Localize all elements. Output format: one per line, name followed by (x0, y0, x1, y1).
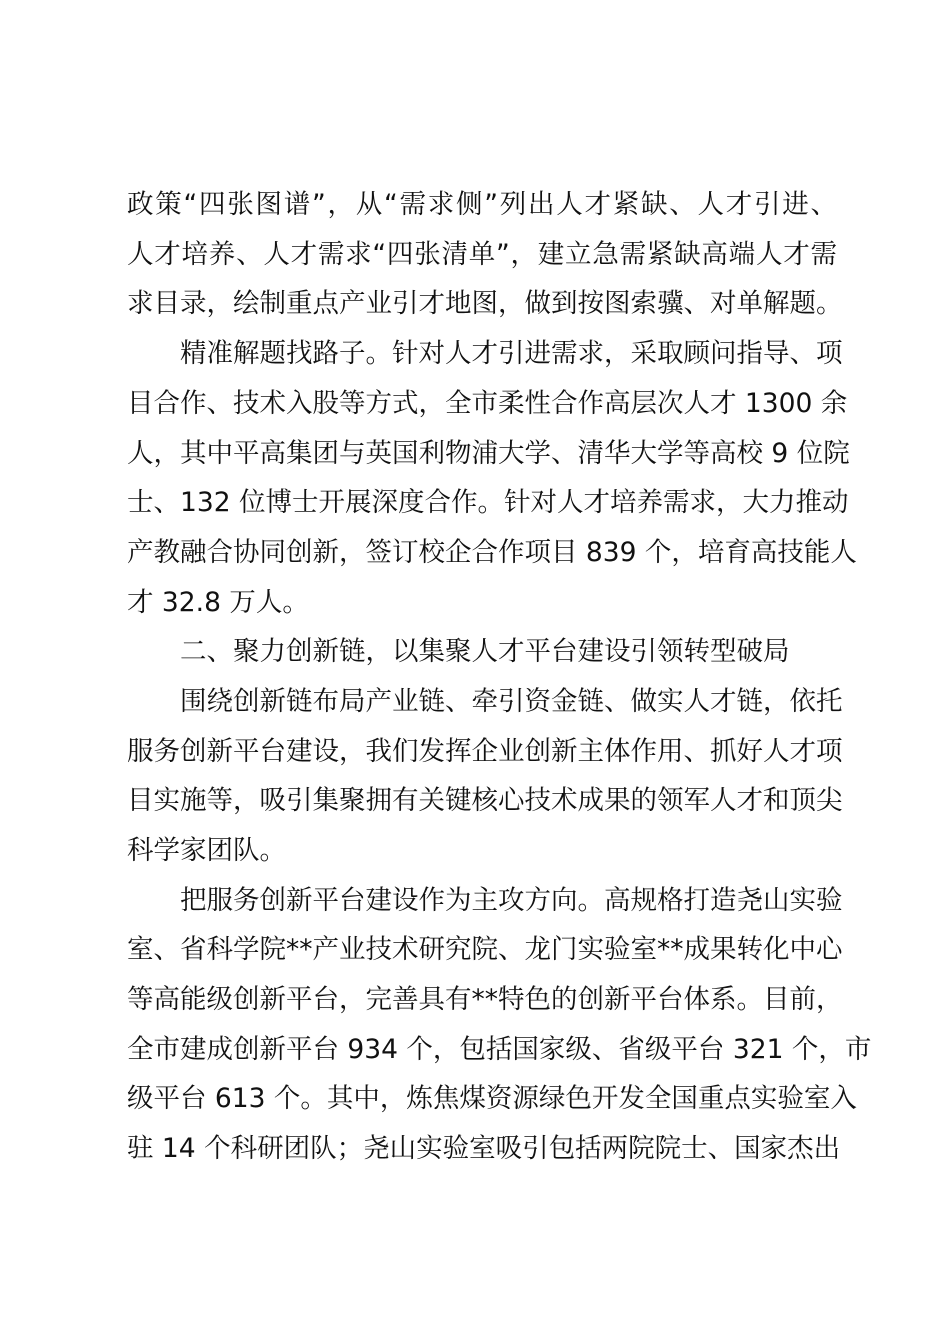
text-line: 求目录，绘制重点产业引才地图，做到按图索骥、对单解题。 (127, 288, 843, 319)
text-line: 室、省科学院**产业技术研究院、龙门实验室**成果转化中心 (127, 934, 843, 965)
text-line: 政策“四张图谱”，从“需求侧”列出人才紧缺、人才引进、 (127, 189, 837, 220)
text-line: 服务创新平台建设，我们发挥企业创新主体作用、抓好人才项 (127, 736, 843, 767)
paragraph-start-line: 围绕创新链布局产业链、牵引资金链、做实人才链，依托 (180, 686, 843, 717)
text-line: 产教融合协同创新，签订校企合作项目 839 个，培育高技能人 (127, 537, 857, 568)
text-line: 人才培养、人才需求“四张清单”，建立急需紧缺高端人才需 (127, 239, 837, 270)
text-line: 级平台 613 个。其中，炼焦煤资源绿色开发全国重点实验室入 (127, 1083, 857, 1114)
text-line: 才 32.8 万人。 (127, 587, 309, 618)
text-line: 驻 14 个科研团队；尧山实验室吸引包括两院院士、国家杰出 (127, 1133, 841, 1164)
text-line: 全市建成创新平台 934 个，包括国家级、省级平台 321 个，市 (127, 1034, 872, 1065)
paragraph-heading-line: 把服务创新平台建设作为主攻方向。高规格打造尧山实验 (180, 885, 843, 916)
text-line: 目实施等，吸引集聚拥有关键核心技术成果的领军人才和顶尖 (127, 785, 843, 816)
paragraph-heading-line: 精准解题找路子。针对人才引进需求，采取顾问指导、项 (180, 338, 843, 369)
text-line: 士、132 位博士开展深度合作。针对人才培养需求，大力推动 (127, 487, 849, 518)
text-line: 等高能级创新平台，完善具有**特色的创新平台体系。目前， (127, 984, 843, 1015)
text-line: 人，其中平高集团与英国利物浦大学、清华大学等高校 9 位院 (127, 438, 850, 469)
section-heading: 二、聚力创新链，以集聚人才平台建设引领转型破局 (180, 636, 790, 667)
text-line: 目合作、技术入股等方式，全市柔性合作高层次人才 1300 余 (127, 388, 848, 419)
text-line: 科学家团队。 (127, 835, 286, 866)
